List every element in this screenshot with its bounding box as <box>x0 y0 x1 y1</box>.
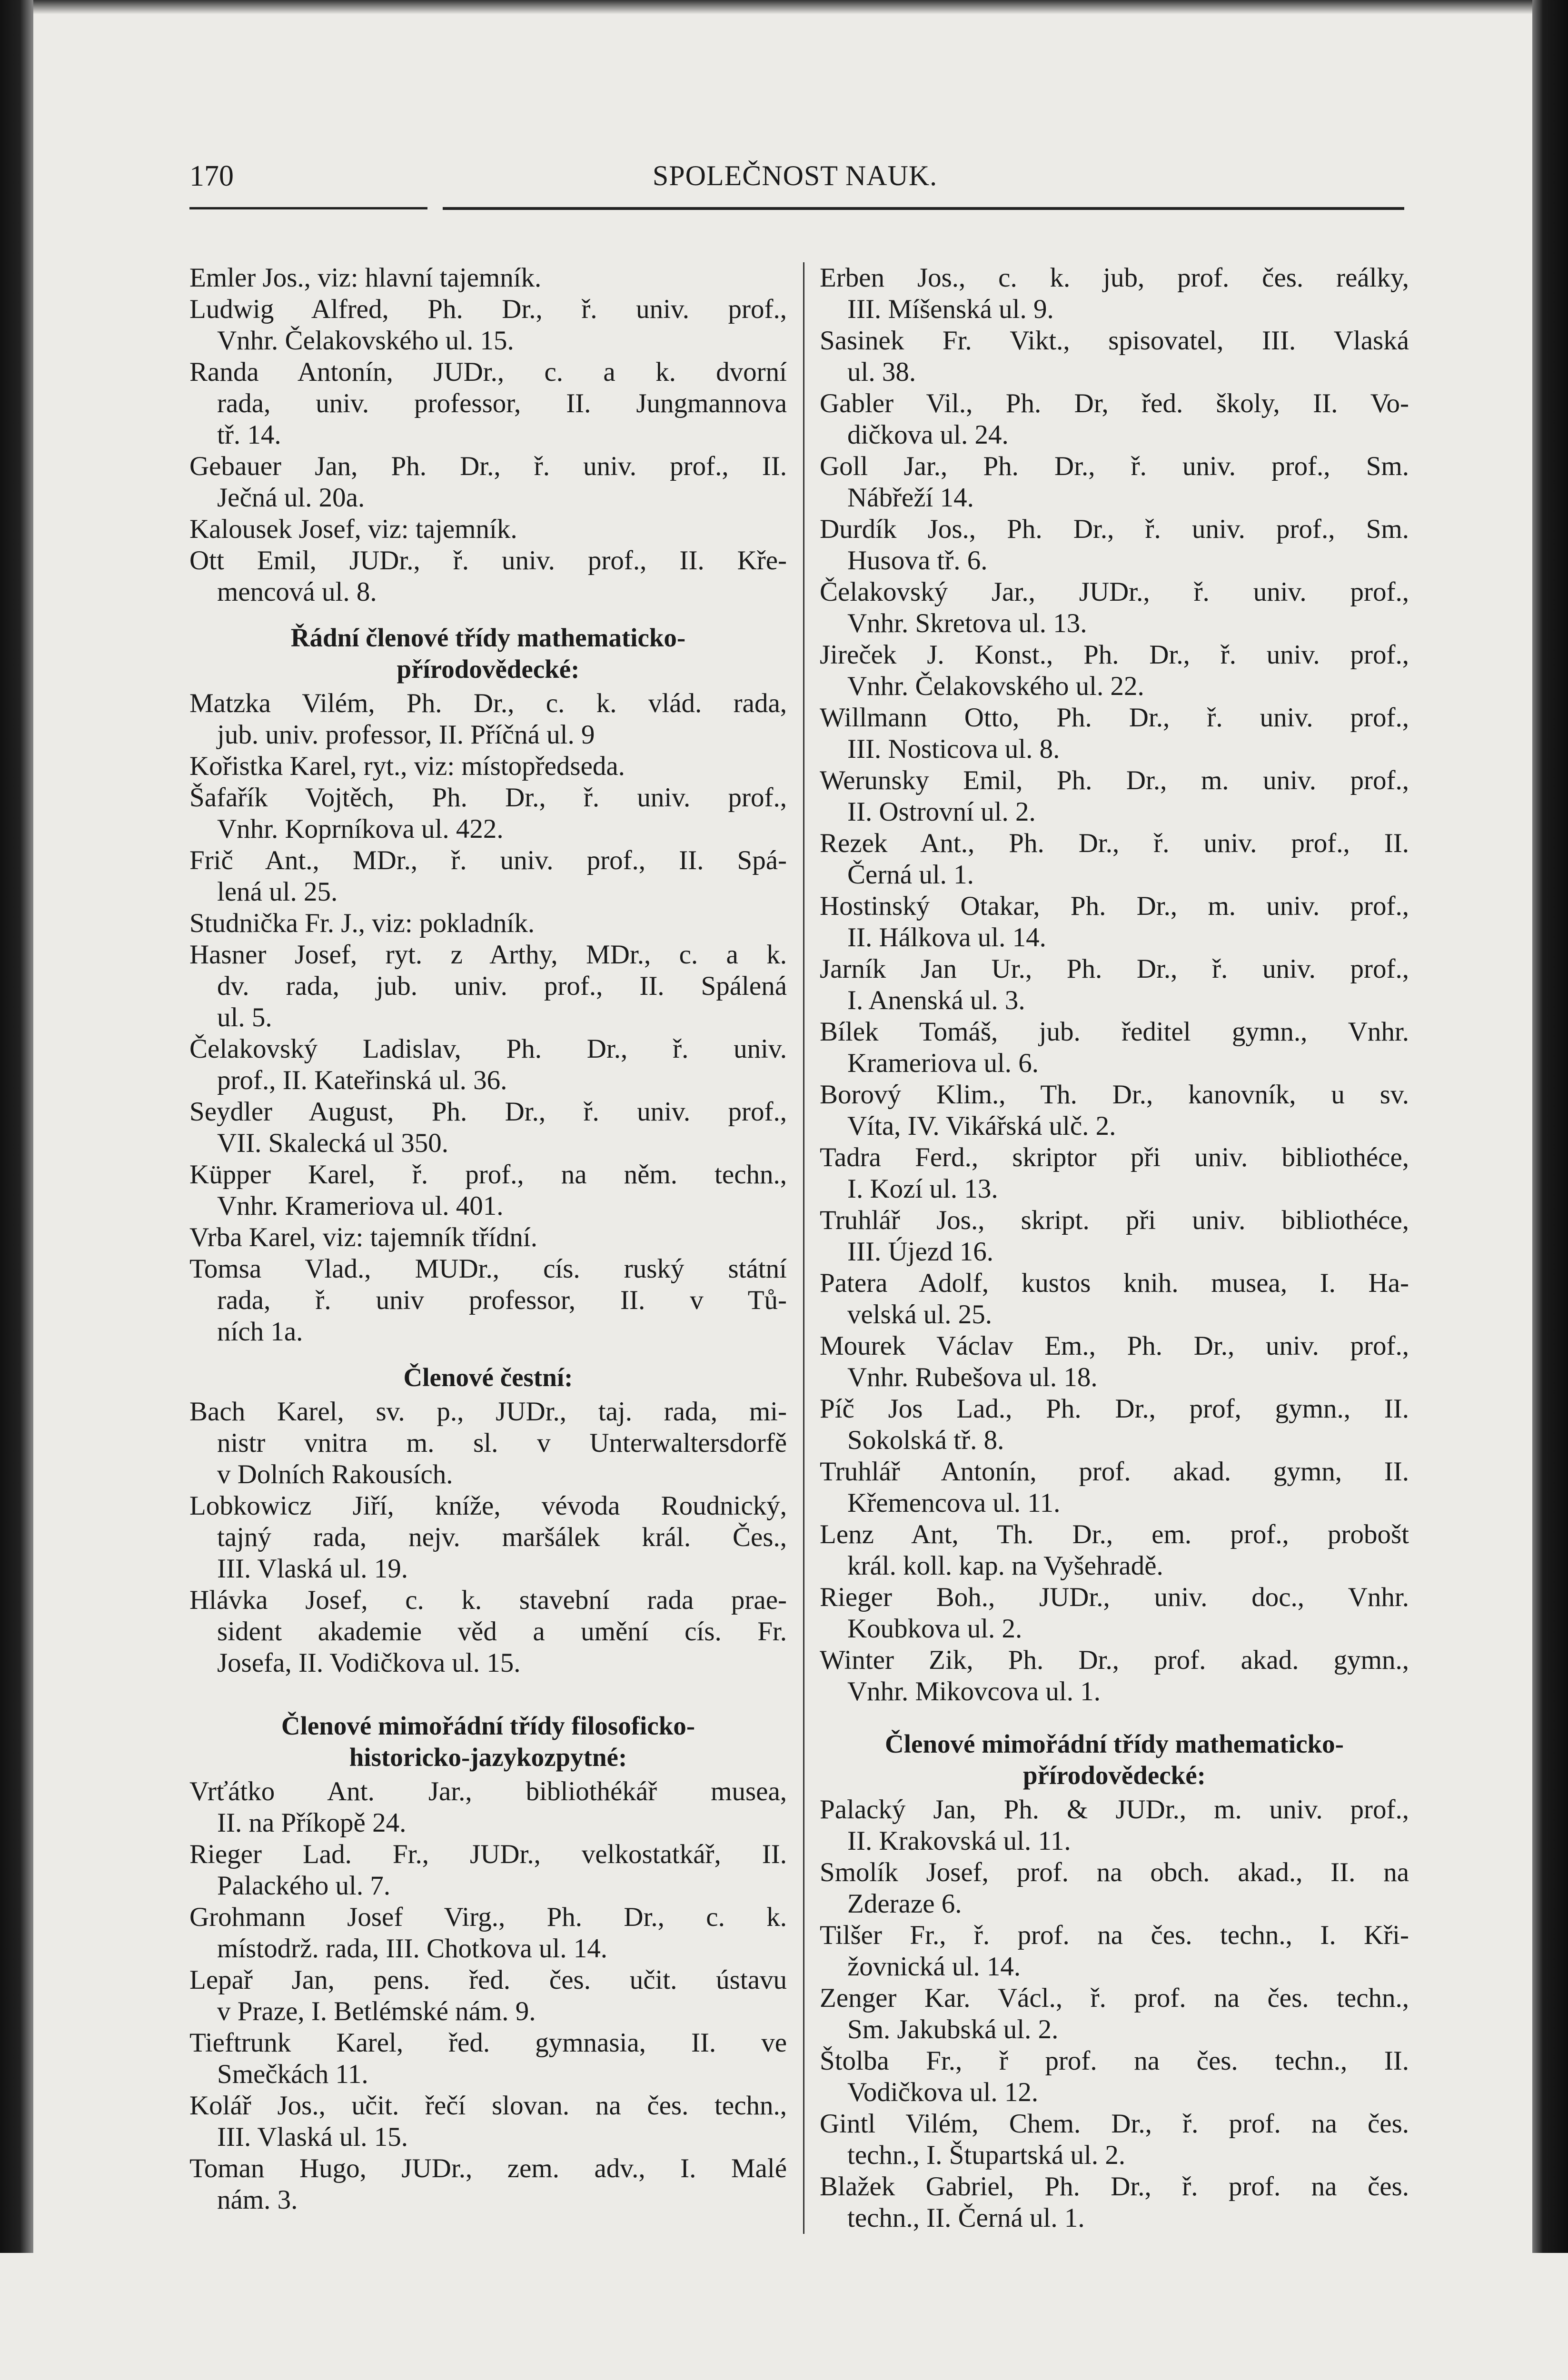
entry-line: II. na Příkopě 24. <box>217 1808 407 1838</box>
entry-line: Mourek Václav Em., Ph. Dr., univ. prof., <box>820 1331 1409 1361</box>
heading-line: přírodovědecké: <box>397 654 580 684</box>
member-entry <box>820 262 1409 325</box>
entry-line: Jireček J. Konst., Ph. Dr., ř. univ. prof., <box>820 640 1409 670</box>
entry-line: Matzka Vilém, Ph. Dr., c. k. vlád. rada, <box>189 688 787 718</box>
member-entry <box>820 1205 1409 1268</box>
entry-line: velská ul. 25. <box>847 1299 992 1329</box>
member-entry <box>820 451 1409 514</box>
entry-line: Vnhr. Krameriova ul. 401. <box>217 1191 504 1221</box>
entry-line: nám. 3. <box>217 2185 298 2215</box>
heading-line: přírodovědecké: <box>1023 1761 1206 1790</box>
member-entry <box>820 891 1409 953</box>
member-entry <box>820 2045 1409 2108</box>
entry-line: Goll Jar., Ph. Dr., ř. univ. prof., Sm. <box>820 451 1409 481</box>
entry-line: Vnhr. Skretova ul. 13. <box>847 608 1087 638</box>
entry-line: Zenger Kar. Václ., ř. prof. na čes. techn., <box>820 1983 1409 2013</box>
member-entry <box>820 1920 1409 1983</box>
member-entry <box>189 1585 787 1679</box>
scan-edge-right <box>1532 0 1568 2253</box>
entry-line: Toman Hugo, JUDr., zem. adv., I. Malé <box>189 2153 787 2183</box>
member-entry <box>820 1330 1409 1393</box>
entry-line: Nábřeží 14. <box>847 483 974 513</box>
entry-line: Ludwig Alfred, Ph. Dr., ř. univ. prof., <box>189 294 787 324</box>
entry-line: král. koll. kap. na Vyšehradě. <box>847 1551 1163 1581</box>
entry-line: Vrba Karel, viz: tajemník třídní. <box>189 1222 538 1252</box>
entry-line: Šafařík Vojtěch, Ph. Dr., ř. univ. prof., <box>189 783 787 813</box>
entry-line: Tieftrunk Karel, řed. gymnasia, II. ve <box>189 2028 787 2058</box>
member-entry <box>820 2108 1409 2171</box>
entry-line: Husova tř. 6. <box>847 545 988 575</box>
entry-line: Seydler August, Ph. Dr., ř. univ. prof., <box>189 1097 787 1127</box>
member-entry <box>189 1253 787 1348</box>
entry-line: Frič Ant., MDr., ř. univ. prof., II. Spá- <box>189 845 787 875</box>
member-entry <box>820 576 1409 639</box>
entry-line: Jarník Jan Ur., Ph. Dr., ř. univ. prof., <box>820 954 1409 984</box>
entry-line: žovnická ul. 14. <box>847 1952 1021 1982</box>
header-rule-left <box>189 207 427 209</box>
heading-line: Členové mimořádní třídy filosoficko- <box>281 1711 695 1740</box>
entry-line: dv. rada, jub. univ. prof., II. Spálená <box>217 971 787 1001</box>
entry-line: Krameriova ul. 6. <box>847 1048 1039 1078</box>
member-entry <box>820 702 1409 765</box>
entry-line: místodrž. rada, III. Chotkova ul. 14. <box>217 1934 607 1964</box>
section-heading <box>189 622 787 685</box>
entry-line: Kalousek Josef, viz: tajemník. <box>189 514 517 544</box>
member-entry <box>820 1393 1409 1456</box>
entry-line: III. Míšenská ul. 9. <box>847 294 1054 324</box>
member-entry <box>820 2171 1409 2234</box>
entry-line: Smolík Josef, prof. na obch. akad., II. na <box>820 1857 1409 1887</box>
entry-line: Vnhr. Koprníkova ul. 422. <box>217 814 504 844</box>
member-entry <box>189 1396 787 1490</box>
page-number: 170 <box>189 160 234 192</box>
entry-line: Blažek Gabriel, Ph. Dr., ř. prof. na čes. <box>820 2172 1409 2202</box>
entry-line: tajný rada, nejv. maršálek král. Čes., <box>217 1522 787 1552</box>
member-entry <box>189 908 787 939</box>
entry-line: lená ul. 25. <box>217 877 338 907</box>
member-entry <box>189 357 787 451</box>
entry-line: prof., II. Kateřinská ul. 36. <box>217 1065 507 1095</box>
entry-line: Gebauer Jan, Ph. Dr., ř. univ. prof., II. <box>189 451 787 481</box>
member-entry <box>820 325 1409 388</box>
member-entry <box>189 451 787 514</box>
entry-line: mencová ul. 8. <box>217 577 377 607</box>
entry-line: Křemencova ul. 11. <box>847 1488 1061 1518</box>
entry-line: Hlávka Josef, c. k. stavební rada prae- <box>189 1585 787 1615</box>
member-entry <box>820 1456 1409 1519</box>
member-entry <box>189 1776 787 1839</box>
member-entry <box>189 751 787 782</box>
entry-line: Tomsa Vlad., MUDr., cís. ruský státní <box>189 1254 787 1284</box>
entry-line: Kořistka Karel, ryt., viz: místopředseda. <box>189 751 625 781</box>
member-entry <box>820 1268 1409 1330</box>
section-heading <box>189 1710 787 1773</box>
page-header <box>0 159 1568 207</box>
entry-line: Truhlář Jos., skript. při univ. bibliothéce, <box>820 1205 1409 1235</box>
entry-line: Palackého ul. 7. <box>217 1871 391 1901</box>
entry-line: Sm. Jakubská ul. 2. <box>847 2014 1059 2044</box>
entry-line: techn., II. Černá ul. 1. <box>847 2203 1085 2233</box>
entry-line: Vnhr. Čelakovského ul. 22. <box>847 671 1144 701</box>
entry-line: Truhlář Antonín, prof. akad. gymn, II. <box>820 1457 1409 1487</box>
entry-line: ul. 38. <box>847 357 916 387</box>
entry-line: Randa Antonín, JUDr., c. a k. dvorní <box>189 357 787 387</box>
entry-line: Lepař Jan, pens. řed. čes. učit. ústavu <box>189 1965 787 1995</box>
entry-line: techn., I. Štupartská ul. 2. <box>847 2140 1126 2170</box>
entry-line: Grohmann Josef Virg., Ph. Dr., c. k. <box>189 1902 787 1932</box>
entry-line: Tilšer Fr., ř. prof. na čes. techn., I. Kři- <box>820 1920 1409 1950</box>
scan-edge-top <box>0 0 1568 14</box>
member-entry <box>189 1839 787 1902</box>
entry-line: Sokolská tř. 8. <box>847 1425 1004 1455</box>
member-entry <box>189 939 787 1033</box>
member-entry <box>189 545 787 608</box>
column-divider <box>803 262 804 2234</box>
entry-line: Werunsky Emil, Ph. Dr., m. univ. prof., <box>820 765 1409 795</box>
entry-line: Koubkova ul. 2. <box>847 1614 1022 1644</box>
entry-line: Hasner Josef, ryt. z Arthy, MDr., c. a k. <box>189 940 787 970</box>
entry-line: Černá ul. 1. <box>847 860 974 890</box>
entry-line: Erben Jos., c. k. jub, prof. čes. reálky, <box>820 263 1409 293</box>
member-entry <box>820 1645 1409 1707</box>
entry-line: Rieger Lad. Fr., JUDr., velkostatkář, II. <box>189 1839 787 1869</box>
entry-line: dičkova ul. 24. <box>847 420 1009 450</box>
member-entry <box>189 2090 787 2153</box>
entry-line: Vodičkova ul. 12. <box>847 2077 1039 2107</box>
member-entry <box>820 1983 1409 2045</box>
entry-line: Lobkowicz Jiří, kníže, vévoda Roudnický, <box>189 1491 787 1521</box>
entry-line: sident akademie věd a umění cís. Fr. <box>217 1616 787 1646</box>
entry-line: Willmann Otto, Ph. Dr., ř. univ. prof., <box>820 703 1409 733</box>
header-rules <box>0 207 1568 210</box>
member-entry <box>189 1096 787 1159</box>
member-entry <box>189 514 787 545</box>
entry-line: II. Hálkova ul. 14. <box>847 922 1046 952</box>
entry-line: I. Anenská ul. 3. <box>847 985 1025 1015</box>
member-entry <box>189 782 787 845</box>
entry-line: I. Kozí ul. 13. <box>847 1174 998 1204</box>
entry-line: III. Vlaská ul. 15. <box>217 2122 408 2152</box>
left-column <box>189 262 787 2234</box>
member-entry <box>189 845 787 908</box>
entry-line: Josefa, II. Vodičkova ul. 15. <box>217 1648 521 1678</box>
entry-line: ul. 5. <box>217 1002 272 1032</box>
entry-line: VII. Skalecká ul 350. <box>217 1128 448 1158</box>
entry-line: Gabler Vil., Ph. Dr, řed. školy, II. Vo- <box>820 388 1409 418</box>
entry-line: Zderaze 6. <box>847 1889 962 1919</box>
member-entry <box>820 1519 1409 1582</box>
member-entry <box>189 1490 787 1585</box>
entry-line: Durdík Jos., Ph. Dr., ř. univ. prof., Sm. <box>820 514 1409 544</box>
heading-line: Členové mimořádní třídy mathematicko- <box>885 1729 1344 1758</box>
entry-line: Čelakovský Jar., JUDr., ř. univ. prof., <box>820 577 1409 607</box>
member-entry <box>189 688 787 751</box>
entry-line: Čelakovský Ladislav, Ph. Dr., ř. univ. <box>189 1034 787 1064</box>
entry-line: ních 1a. <box>217 1317 303 1347</box>
entry-line: Hostinský Otakar, Ph. Dr., m. univ. prof., <box>820 891 1409 921</box>
heading-line: Členové čestní: <box>403 1363 573 1392</box>
entry-line: III. Újezd 16. <box>847 1237 994 1267</box>
entry-line: II. Krakovská ul. 11. <box>847 1826 1071 1856</box>
member-entry <box>189 1902 787 1964</box>
member-entry <box>189 294 787 357</box>
entry-line: Küpper Karel, ř. prof., na něm. techn., <box>189 1160 787 1190</box>
member-entry <box>189 262 787 294</box>
entry-line: nistr vnitra m. sl. v Unterwaltersdorfě <box>217 1428 787 1458</box>
entry-line: Vnhr. Mikovcova ul. 1. <box>847 1676 1101 1706</box>
entry-line: tř. 14. <box>217 420 281 450</box>
entry-line: Píč Jos Lad., Ph. Dr., prof, gymn., II. <box>820 1394 1409 1424</box>
entry-line: Kolář Jos., učit. řečí slovan. na čes. techn., <box>189 2091 787 2121</box>
entry-line: Rezek Ant., Ph. Dr., ř. univ. prof., II. <box>820 828 1409 858</box>
entry-line: Vnhr. Čelakovského ul. 15. <box>217 326 514 356</box>
member-entry <box>820 1079 1409 1142</box>
entry-line: Ott Emil, JUDr., ř. univ. prof., II. Kře- <box>189 545 787 575</box>
section-heading <box>189 1362 787 1393</box>
entry-line: Emler Jos., viz: hlavní tajemník. <box>189 263 542 293</box>
member-entry <box>820 514 1409 576</box>
columns <box>0 262 1568 2234</box>
heading-line: historicko-jazykozpytné: <box>349 1743 627 1772</box>
scan-edge-left <box>0 0 33 2253</box>
header-rule-right <box>443 207 1404 210</box>
right-column <box>820 262 1409 2234</box>
entry-line: III. Vlaská ul. 19. <box>217 1554 408 1584</box>
member-entry <box>820 1857 1409 1920</box>
entry-line: Lenz Ant, Th. Dr., em. prof., probošt <box>820 1519 1409 1549</box>
section-heading <box>820 1728 1409 1791</box>
entry-line: III. Nosticova ul. 8. <box>847 734 1060 764</box>
member-entry <box>820 388 1409 451</box>
entry-line: Štolba Fr., ř prof. na čes. techn., II. <box>820 2046 1409 2076</box>
member-entry <box>189 1964 787 2027</box>
member-entry <box>820 1142 1409 1205</box>
entry-line: Borový Klim., Th. Dr., kanovník, u sv. <box>820 1080 1409 1110</box>
entry-line: Winter Zik, Ph. Dr., prof. akad. gymn., <box>820 1645 1409 1675</box>
member-entry <box>820 953 1409 1016</box>
entry-line: Vnhr. Rubešova ul. 18. <box>847 1362 1098 1392</box>
entry-line: rada, univ. professor, II. Jungmannova <box>217 388 787 418</box>
member-entry <box>820 765 1409 828</box>
member-entry <box>189 1033 787 1096</box>
member-entry <box>820 828 1409 891</box>
entry-line: Tadra Ferd., skriptor při univ. bibliothéce, <box>820 1142 1409 1172</box>
member-entry <box>189 1159 787 1222</box>
entry-line: Gintl Vilém, Chem. Dr., ř. prof. na čes. <box>820 2109 1409 2139</box>
entry-line: Bach Karel, sv. p., JUDr., taj. rada, mi- <box>189 1397 787 1427</box>
heading-line: Řádní členové třídy mathematicko- <box>290 623 686 652</box>
entry-line: jub. univ. professor, II. Příčná ul. 9 <box>217 720 595 750</box>
member-entry <box>189 2153 787 2216</box>
member-entry <box>820 1582 1409 1645</box>
member-entry <box>189 1222 787 1253</box>
entry-line: Rieger Boh., JUDr., univ. doc., Vnhr. <box>820 1582 1409 1612</box>
entry-line: v Praze, I. Betlémské nám. 9. <box>217 1996 536 2026</box>
entry-line: Vrťátko Ant. Jar., bibliothékář musea, <box>189 1776 787 1806</box>
entry-line: Patera Adolf, kustos knih. musea, I. Ha- <box>820 1268 1409 1298</box>
entry-line: Bílek Tomáš, jub. ředitel gymn., Vnhr. <box>820 1017 1409 1047</box>
member-entry <box>820 639 1409 702</box>
member-entry <box>820 1016 1409 1079</box>
entry-line: v Dolních Rakousích. <box>217 1459 453 1489</box>
entry-line: Sasinek Fr. Vikt., spisovatel, III. Vlaská <box>820 326 1409 356</box>
entry-line: Studnička Fr. J., viz: pokladník. <box>189 908 535 938</box>
entry-line: II. Ostrovní ul. 2. <box>847 797 1036 827</box>
entry-line: Víta, IV. Vikářská ulč. 2. <box>847 1111 1116 1141</box>
entry-line: rada, ř. univ professor, II. v Tů- <box>217 1285 787 1315</box>
member-entry <box>189 2027 787 2090</box>
entry-line: Ječná ul. 20a. <box>217 483 365 513</box>
running-title: SPOLEČNOST NAUK. <box>652 160 938 191</box>
member-entry <box>820 1794 1409 1857</box>
entry-line: Palacký Jan, Ph. & JUDr., m. univ. prof., <box>820 1795 1409 1825</box>
entry-line: Smečkách 11. <box>217 2059 368 2089</box>
